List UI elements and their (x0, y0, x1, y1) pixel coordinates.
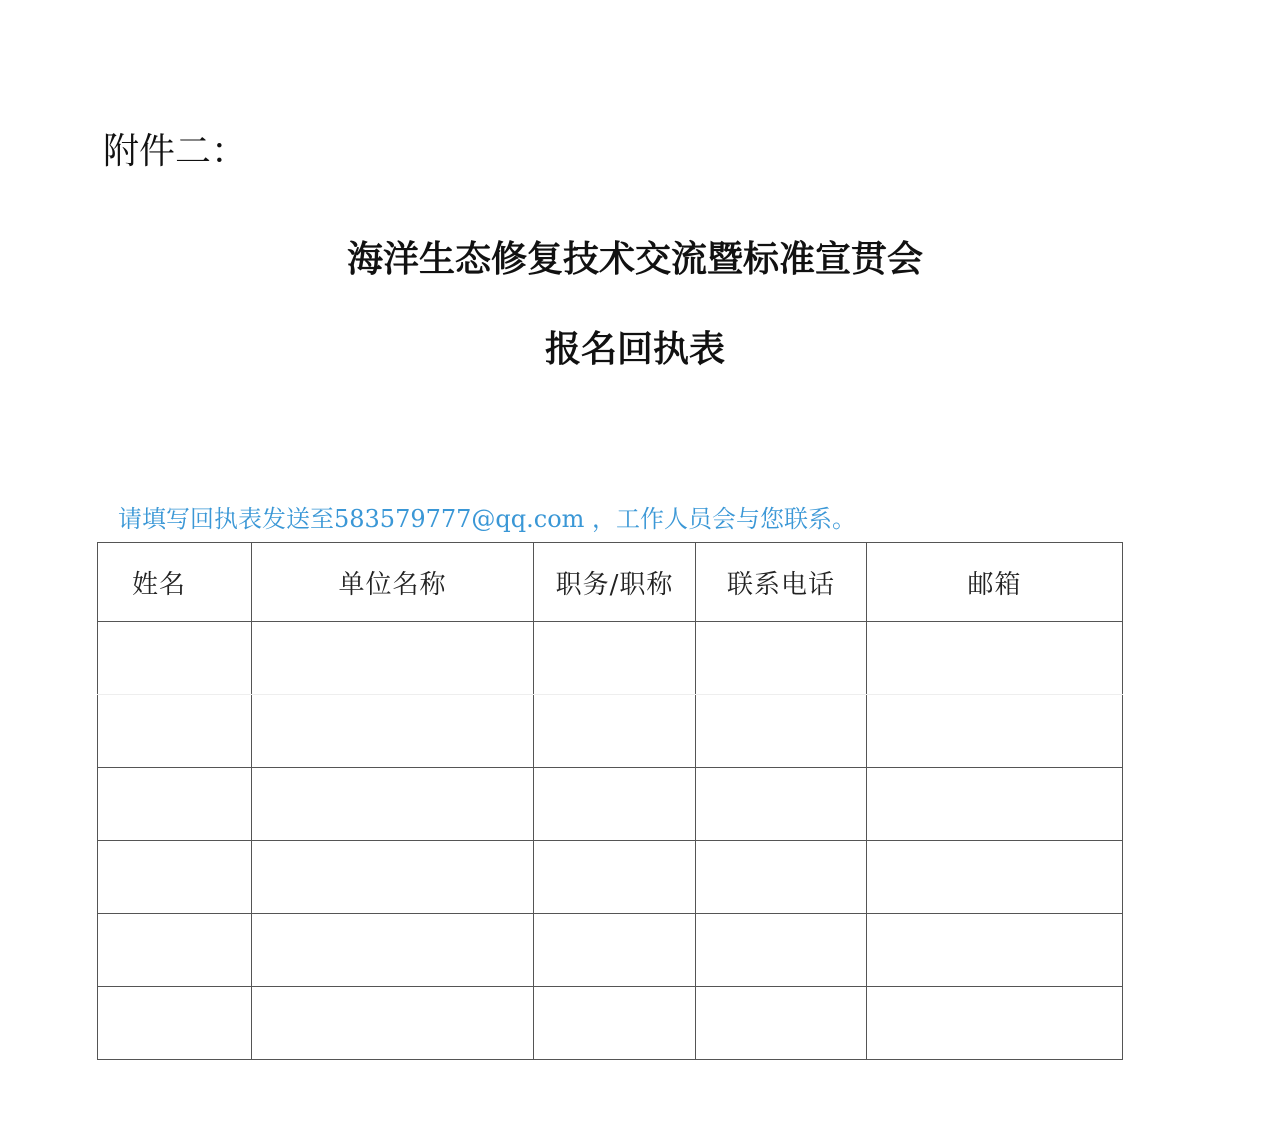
registration-table (97, 542, 1123, 1060)
organization-cell[interactable] (252, 695, 534, 768)
phone-cell[interactable] (696, 914, 867, 987)
table-row (98, 695, 1123, 768)
table-row (98, 987, 1123, 1060)
phone-cell[interactable] (696, 987, 867, 1060)
document-title: 海洋生态修复技术交流暨标准宣贯会 (346, 239, 923, 280)
organization-cell[interactable] (252, 622, 534, 695)
email-cell[interactable] (867, 768, 1123, 841)
email-cell[interactable] (867, 695, 1123, 768)
email-cell[interactable] (867, 841, 1123, 914)
instruction-text: 请填写回执表发送至583579777@qq.com ，工作人员会与您联系。 (118, 505, 857, 533)
table-row (98, 841, 1123, 914)
table-header-row (98, 543, 1123, 622)
position-cell[interactable] (534, 841, 696, 914)
attachment-label: 附件二： (103, 131, 248, 172)
header-position: 职务/职称 (534, 543, 696, 622)
document-subtitle: 报名回执表 (544, 329, 725, 370)
table-row (98, 914, 1123, 987)
phone-cell[interactable] (696, 622, 867, 695)
name-cell[interactable] (98, 768, 252, 841)
position-cell[interactable] (534, 768, 696, 841)
name-cell[interactable] (98, 914, 252, 987)
header-email: 邮箱 (867, 543, 1123, 622)
phone-cell[interactable] (696, 768, 867, 841)
phone-cell[interactable] (696, 695, 867, 768)
email-cell[interactable] (867, 987, 1123, 1060)
organization-cell[interactable] (252, 768, 534, 841)
table-row (98, 622, 1123, 695)
name-cell[interactable] (98, 622, 252, 695)
organization-cell[interactable] (252, 841, 534, 914)
position-cell[interactable] (534, 914, 696, 987)
organization-cell[interactable] (252, 914, 534, 987)
name-cell[interactable] (98, 987, 252, 1060)
position-cell[interactable] (534, 695, 696, 768)
header-name: 姓名 (98, 543, 252, 622)
name-cell[interactable] (98, 841, 252, 914)
email-cell[interactable] (867, 622, 1123, 695)
position-cell[interactable] (534, 622, 696, 695)
phone-cell[interactable] (696, 841, 867, 914)
header-organization: 单位名称 (252, 543, 534, 622)
name-cell[interactable] (98, 695, 252, 768)
header-phone: 联系电话 (696, 543, 867, 622)
email-cell[interactable] (867, 914, 1123, 987)
organization-cell[interactable] (252, 987, 534, 1060)
table-row (98, 768, 1123, 841)
position-cell[interactable] (534, 987, 696, 1060)
